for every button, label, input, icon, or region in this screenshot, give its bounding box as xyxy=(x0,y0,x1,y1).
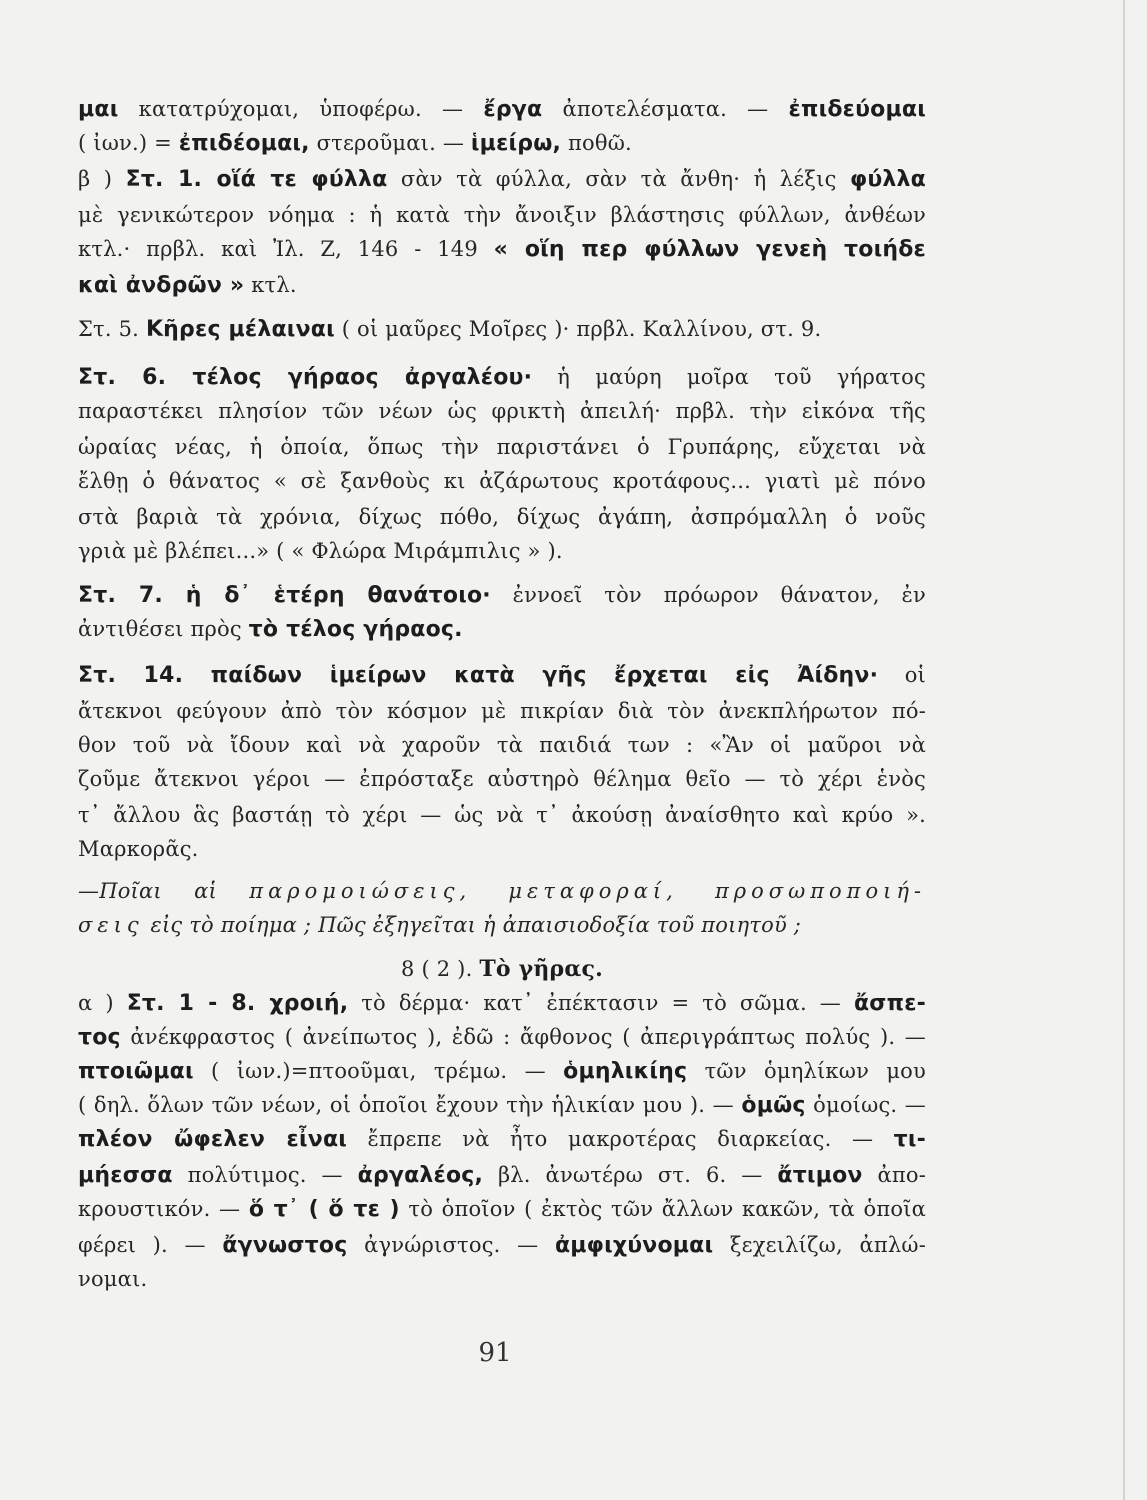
text-span: Μαρκορᾶς. xyxy=(78,837,199,861)
text-span: τ᾽ ἄλλου ἃς βαστάῃ τὸ χέρι — ὡς νὰ τ᾽ ἀκούσῃ ἀναίσθητο καὶ κρύο ». xyxy=(78,803,926,827)
text-line xyxy=(78,952,926,986)
text-span: ἔπρεπε νὰ ἦτο μακροτέρας διαρκείας. — xyxy=(347,1127,894,1151)
text-span: ἀντιθέσει πρὸς xyxy=(78,617,249,641)
text-span: νομαι. xyxy=(78,1267,148,1291)
bold-term: Στ. 1 - 8. χροιή, xyxy=(126,991,349,1016)
bold-term: τὸ τέλος γήραος. xyxy=(248,617,463,642)
text-span: ζοῦμε ἄτεκνοι γέροι — ἐπρόσταξε αὐστηρὸ θέλημα θεῖο — τὸ χέρι ἑνὸς xyxy=(78,767,926,791)
text-line xyxy=(78,908,926,942)
text-span: ἀπο- xyxy=(862,1163,926,1187)
text-line xyxy=(78,1192,926,1226)
italic-text: σεις xyxy=(78,913,144,937)
page-number: 91 xyxy=(478,1338,512,1368)
text-span: βλ. ἀνωτέρω στ. 6. — xyxy=(483,1163,778,1187)
bold-term: Στ. 14. παίδων ἱμείρων κατὰ γῆς ἔρχεται εἰς Ἀίδην· xyxy=(78,663,879,688)
text-line xyxy=(78,832,926,866)
text-span: ( ἰων.) = xyxy=(78,131,179,155)
text-span: σὰν τὰ φύλλα, σὰν τὰ ἄνθη· ἡ λέξις xyxy=(387,167,850,191)
text-span: κτλ. xyxy=(244,273,297,297)
bold-term: Στ. 6. τέλος γήραος ἀργαλέου· xyxy=(78,365,533,390)
text-line xyxy=(78,198,926,232)
bold-term: ὁμῶς xyxy=(741,1093,806,1118)
text-line xyxy=(78,126,926,160)
bold-term: ἔργα xyxy=(483,97,543,122)
text-span: γριὰ μὲ βλέπει...» ( « Φλώρα Μιράμπιλις » ). xyxy=(78,539,563,563)
bold-term: ἀμφιχύνομαι xyxy=(554,1233,714,1258)
text-span: ἄτεκνοι φεύγουν ἀπὸ τὸν κόσμον μὲ πικρίαν διὰ τὸν ἀνεκπλήρωτον πό- xyxy=(78,699,926,723)
text-span: ἔλθῃ ὁ θάνατος « σὲ ξανθοὺς κι ἀζάρωτους κροτάφους... γιατὶ μὲ πόνο xyxy=(78,469,926,493)
text-span: ( δηλ. ὅλων τῶν νέων, οἱ ὁποῖοι ἔχουν τὴν ἡλικίαν μου ). — xyxy=(78,1093,742,1117)
bold-term: ἄσπε- xyxy=(853,991,926,1016)
text-span: ἡ μαύρη μοῖρα τοῦ γήρατος xyxy=(532,365,926,389)
bold-term: πτοιῶμαι xyxy=(78,1059,194,1084)
bold-term: ὅ τ᾽ ( ὅ τε ) xyxy=(248,1197,400,1222)
text-line xyxy=(78,612,926,646)
bold-term: Στ. 7. ἡ δ᾽ ἑτέρη θανάτοιο· xyxy=(78,583,491,608)
bold-term: ἐπιδέομαι, xyxy=(178,131,310,156)
text-line xyxy=(78,1088,926,1122)
text-span: πολύτιμος. — xyxy=(172,1163,358,1187)
text-line xyxy=(78,394,926,428)
text-line xyxy=(78,1054,926,1088)
text-line xyxy=(78,874,926,908)
bold-term: τος xyxy=(78,1025,121,1050)
text-span: τῶν ὁμηλίκων μου xyxy=(687,1059,926,1083)
bold-term: καὶ ἀνδρῶν » xyxy=(78,273,245,298)
text-line xyxy=(78,578,926,612)
text-span: οἱ xyxy=(878,663,926,687)
bold-term: ἄγνωστος xyxy=(222,1233,348,1258)
bold-term: μαι xyxy=(78,97,119,122)
bold-term: ἱμείρω, xyxy=(470,131,562,156)
text-line xyxy=(78,500,926,534)
text-span: κρουστικόν. — xyxy=(78,1197,249,1221)
page-edge-shadow xyxy=(1123,0,1125,1500)
text-span: τὸ δέρμα· κατ᾽ ἐπέκτασιν = τὸ σῶμα. — xyxy=(348,991,854,1015)
italic-text: εἰς τὸ ποίημα ; Πῶς ἐξηγεῖται ἡ ἀπαισιοδοξία τοῦ ποιητοῦ ; xyxy=(143,913,802,937)
text-line xyxy=(78,360,926,394)
text-line xyxy=(78,1020,926,1054)
text-span: φέρει ). — xyxy=(78,1233,223,1257)
text-span: ποθῶ. xyxy=(561,131,632,155)
text-span: ἀγνώριστος. — xyxy=(347,1233,555,1257)
text-span: Στ. 5. xyxy=(78,317,146,341)
text-line xyxy=(78,986,926,1020)
text-span: ὁμοίως. — xyxy=(805,1093,926,1117)
italic-text: παρομοιώσεις, μεταφοραί, προσωποποιή- xyxy=(249,879,926,903)
text-line xyxy=(78,534,926,568)
text-span: στὰ βαριὰ τὰ χρόνια, δίχως πόθο, δίχως ἀγάπη, ἀσπρόμαλλη ὁ νοῦς xyxy=(78,505,926,529)
text-span: β ) xyxy=(78,167,126,191)
bold-term: ἐπιδεύομαι xyxy=(788,97,926,122)
text-span: τὸ ὁποῖον ( ἐκτὸς τῶν ἄλλων κακῶν, τὰ ὁποῖα xyxy=(399,1197,926,1221)
text-span: ἐννοεῖ τὸν πρόωρον θάνατον, ἐν xyxy=(490,583,926,607)
bold-term: ἄτιμον xyxy=(777,1163,863,1188)
text-span: ( οἱ μαῦρες Μοῖρες )· πρβλ. Καλλίνου, στ. 9. xyxy=(334,317,822,341)
text-line xyxy=(78,464,926,498)
text-span: παραστέκει πλησίον τῶν νέων ὡς φρικτὴ ἀπειλή· πρβλ. τὴν εἰκόνα τῆς xyxy=(78,399,926,423)
text-span: 8 ( 2 ). xyxy=(401,957,480,981)
bold-term: ὁμηλικίης xyxy=(563,1059,688,1084)
text-line xyxy=(78,1122,926,1156)
text-span: ( ἰων.)=πτοοῦμαι, τρέμω. — xyxy=(193,1059,564,1083)
bold-term: πλέον ὤφελεν εἶναι xyxy=(78,1127,348,1152)
text-span: στεροῦμαι. — xyxy=(309,131,471,155)
text-line xyxy=(78,762,926,796)
bold-term: Κῆρες μέλαιναι xyxy=(145,317,335,342)
bold-term: Τὸ γῆρας. xyxy=(479,956,603,982)
text-line xyxy=(78,430,926,464)
bold-term: φύλλα xyxy=(849,167,926,192)
text-line xyxy=(78,728,926,762)
italic-text: —Ποῖαι αἱ xyxy=(78,879,250,903)
text-line xyxy=(78,798,926,832)
text-span: κτλ.· πρβλ. καὶ Ἰλ. Ζ, 146 - 149 xyxy=(78,237,494,261)
text-span: ξεχειλίζω, ἀπλώ- xyxy=(713,1233,926,1257)
text-line xyxy=(78,1262,926,1296)
text-line xyxy=(78,658,926,692)
text-line xyxy=(78,1158,926,1192)
text-span: μὲ γενικώτερον νόημα : ἡ κατὰ τὴν ἄνοιξιν βλάστησις φύλλων, ἀνθέων xyxy=(78,203,926,227)
text-span: ἀποτελέσματα. — xyxy=(542,97,789,121)
text-span: ὡραίας νέας, ἡ ὁποία, ὅπως τὴν παριστάνει ὁ Γρυπάρης, εὔχεται νὰ xyxy=(78,435,926,459)
text-span: α ) xyxy=(78,991,127,1015)
text-span: κατατρύχομαι, ὑποφέρω. — xyxy=(118,97,484,121)
text-span: θον τοῦ νὰ ἴδουν καὶ νὰ χαροῦν τὰ παιδιά των : «Ἂν οἱ μαῦροι νὰ xyxy=(78,733,926,757)
text-line xyxy=(78,162,926,196)
text-line xyxy=(78,312,926,346)
bold-term: « οἵη περ φύλλων γενεὴ τοιήδε xyxy=(493,237,926,262)
text-span: ἀνέκφραστος ( ἀνείπωτος ), ἐδῶ : ἄφθονος ( ἀπεριγράπτως πολύς ). — xyxy=(120,1025,926,1049)
text-line xyxy=(78,694,926,728)
text-line xyxy=(78,232,926,266)
bold-term: τι- xyxy=(893,1127,926,1152)
bold-term: ἀργαλέος, xyxy=(357,1163,484,1188)
text-line xyxy=(78,92,926,126)
bold-term: μήεσσα xyxy=(78,1163,173,1188)
bold-term: Στ. 1. οἵά τε φύλλα xyxy=(125,167,388,192)
text-line xyxy=(78,1228,926,1262)
text-line xyxy=(78,268,926,302)
